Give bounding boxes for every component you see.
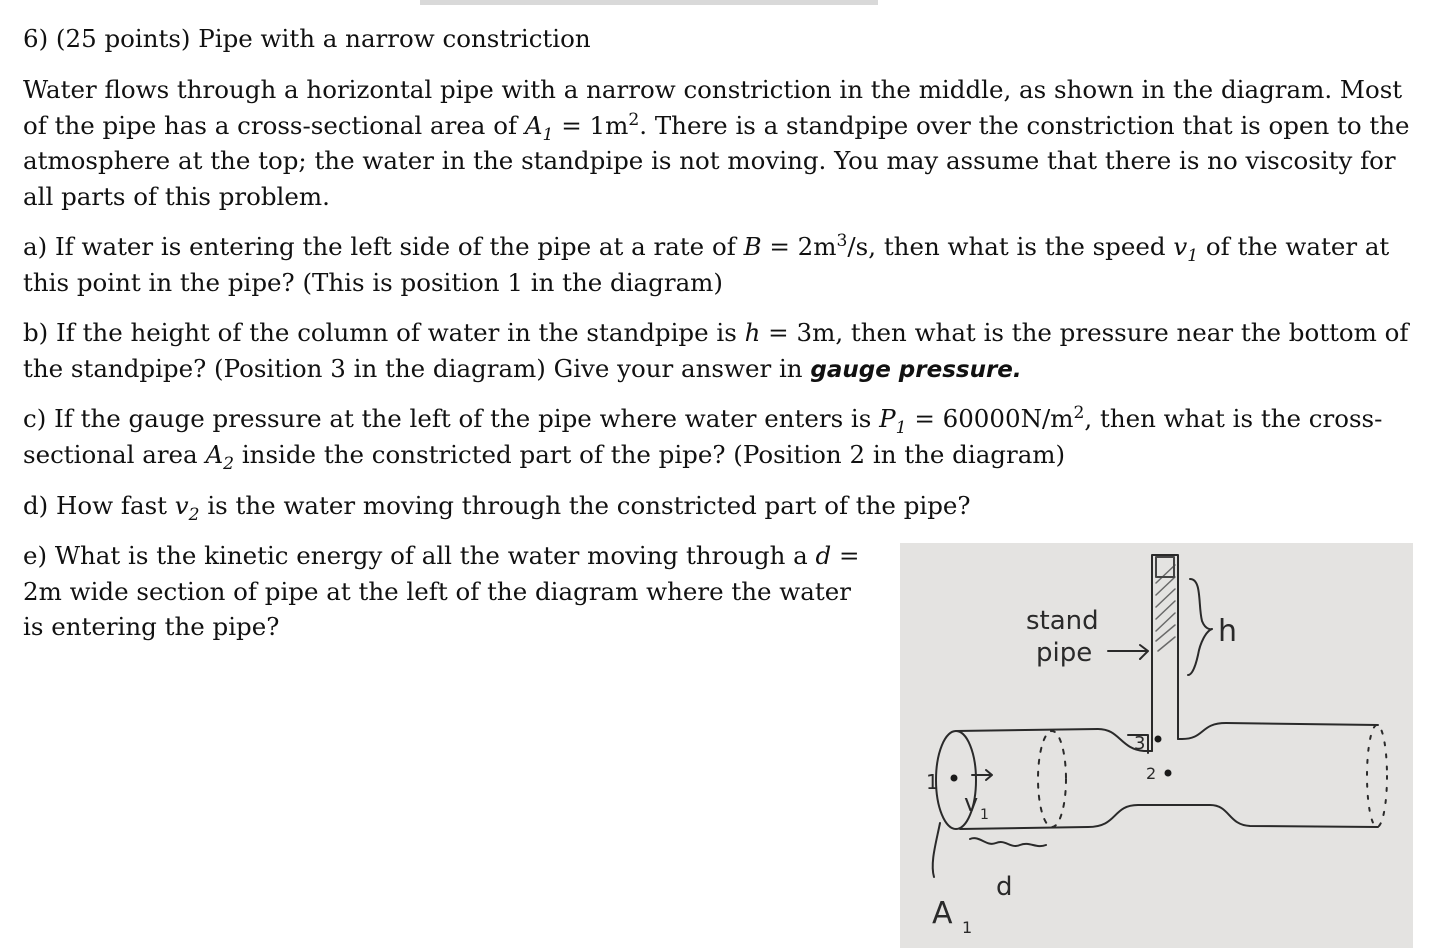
pipe-upper-wall xyxy=(956,723,1378,751)
pos2-label: 2 xyxy=(1146,764,1157,783)
h-bracket xyxy=(1188,579,1212,675)
pos1-label: 1 xyxy=(926,770,939,794)
pipe-diagram-photo xyxy=(900,543,1413,948)
pipe-lower-wall xyxy=(960,805,1378,829)
pipe-label: pipe xyxy=(1036,638,1093,668)
gauge-pressure-emphasis: gauge pressure. xyxy=(810,356,1022,383)
pipe-dashed-section xyxy=(1038,731,1066,827)
left-edge-mark xyxy=(933,823,940,877)
question-a: a) If water is entering the left side of the pipe at a rate of $B = 2m^3/s$, then what is the speed $v_1$ of the water at this point in the pipe? (This is position 1 in the diagram) xyxy=(23,230,1390,297)
h-label: h xyxy=(1218,614,1238,649)
v1-label: v xyxy=(964,789,979,817)
standpipe-outline xyxy=(1152,555,1178,751)
point-1-dot xyxy=(951,775,958,782)
a1-label: A xyxy=(932,896,953,931)
question-b: b) If the height of the column of water in the standpipe is h = 3m, then what is the pressure near the bottom of the standpipe? (Position 3 in the diagram) Give your answer in gauge pressure. xyxy=(23,318,1409,383)
question-e: e) What is the kinetic energy of all the water moving through a d = 2m wide section of pipe at the left of the diagram where the water is entering the pipe? xyxy=(23,541,860,641)
point-2-dot xyxy=(1165,770,1172,777)
top-divider xyxy=(420,0,878,5)
problem-title: 6) (25 points) Pipe with a narrow constriction xyxy=(23,24,591,53)
point-3-dot xyxy=(1155,736,1162,743)
d-label: d xyxy=(996,872,1013,902)
question-d: d) How fast $v_2$ is the water moving through the constricted part of the pipe? xyxy=(23,491,971,525)
d-wavy-line xyxy=(970,838,1046,846)
stand-label: stand xyxy=(1026,606,1099,636)
a1-subscript: 1 xyxy=(962,918,973,937)
problem-intro: Water flows through a horizontal pipe with a narrow constriction in the middle, as shown in the diagram. Most of the pipe has a cross-sectional area of $A_1 = 1m^2$. There is a standpipe over the constriction that is open to the atmosphere at the top; the water in the standpipe is not moving. You may assume that there is no viscosity for all parts of this problem. xyxy=(23,75,1410,211)
pos3-label: 3 xyxy=(1134,733,1146,754)
pipe-right-end xyxy=(1367,725,1387,827)
standpipe-arrow xyxy=(1108,645,1148,659)
v1-subscript: 1 xyxy=(980,807,989,823)
question-c: c) If the gauge pressure at the left of the pipe where water enters is $P_1 = 60000N/m^2$, then what is the cross-sectional area $A_2$ inside the constricted part of the pipe? (Position 2 in the diagram) xyxy=(23,402,1383,474)
